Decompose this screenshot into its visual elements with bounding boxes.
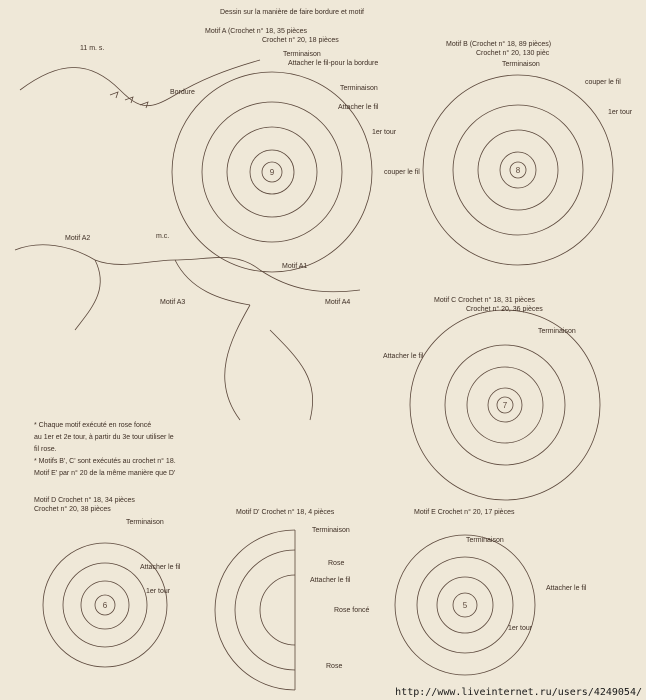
label-attacher-fil-e: Attacher le fil	[546, 585, 587, 592]
note-5: Motif E' par n° 20 de la même manière que D'	[34, 470, 176, 477]
label-terminaison-e: Terminaison	[466, 537, 504, 544]
label-attacher-bordure: Attacher le fil-pour la bordure	[288, 60, 379, 67]
label-mc: m.c.	[156, 233, 170, 240]
label-terminaison-a2: Terminaison	[340, 85, 378, 92]
label-ms: 11 m. s.	[80, 45, 105, 52]
label-attacher-fil-dprime: Attacher le fil	[310, 577, 351, 584]
label-premier-tour-d: 1er tour	[146, 588, 171, 595]
label-terminaison-a: Terminaison	[283, 51, 321, 58]
label-motif-a: Motif A (Crochet n° 18, 35 pièces	[205, 28, 308, 35]
label-rose-fonce: Rose foncé	[334, 607, 370, 614]
label-motif-a1: Motif A1	[282, 263, 308, 270]
label-motif-c: Motif C Crochet n° 18, 31 pièces	[434, 297, 535, 304]
label-rose-2: Rose	[326, 663, 343, 670]
svg-text:7: 7	[502, 401, 508, 410]
motif-dprime-diagram	[215, 530, 295, 690]
label-couper-fil-a: couper le fil	[384, 169, 420, 176]
label-terminaison-c: Terminaison	[538, 328, 576, 335]
note-1: * Chaque motif exécuté en rose foncé	[34, 422, 152, 429]
label-premier-tour-a: 1er tour	[372, 129, 397, 136]
label-motif-a4: Motif A4	[325, 299, 351, 306]
label-motif-b: Motif B (Crochet n° 18, 89 pièces)	[446, 41, 552, 48]
label-motif-d-2: Crochet n° 20, 38 pièces	[34, 506, 111, 513]
note-4: * Motifs B', C' sont exécutés au crochet n° 18.	[34, 458, 176, 465]
label-terminaison-dprime: Terminaison	[312, 527, 350, 534]
label-premier-tour-e: 1er tour	[508, 625, 533, 632]
label-attacher-fil-a: Attacher le fil	[338, 104, 379, 111]
svg-text:8: 8	[515, 166, 521, 175]
svg-text:5: 5	[462, 601, 468, 610]
page-title: Dessin sur la manière de faire bordure et motif	[220, 9, 364, 16]
note-2: au 1er et 2e tour, à partir du 3e tour utiliser le	[34, 434, 174, 441]
svg-text:9: 9	[269, 168, 275, 177]
label-motif-a-2: Crochet n° 20, 18 pièces	[262, 37, 339, 44]
label-motif-d: Motif D Crochet n° 18, 34 pièces	[34, 497, 135, 504]
label-motif-a2-assembly: Motif A2	[65, 235, 91, 242]
label-terminaison-b: Terminaison	[502, 61, 540, 68]
label-premier-tour-b: 1er tour	[608, 109, 633, 116]
label-motif-a3: Motif A3	[160, 299, 186, 306]
label-attacher-fil-c: Attacher le fil	[383, 353, 424, 360]
source-url: http://www.liveinternet.ru/users/4249054/	[395, 687, 642, 698]
label-motif-c-2: Crochet n° 20, 36 pièces	[466, 306, 543, 313]
label-motif-b-2: Crochet n° 20, 130 pièc	[476, 50, 550, 57]
label-terminaison-d: Terminaison	[126, 519, 164, 526]
svg-text:6: 6	[102, 601, 108, 610]
label-couper-fil-b: couper le fil	[585, 79, 621, 86]
label-attacher-fil-d: Attacher le fil	[140, 564, 181, 571]
note-3: fil rose.	[34, 446, 57, 453]
label-motif-dprime: Motif D' Crochet n° 18, 4 pièces	[236, 509, 335, 516]
label-rose-1: Rose	[328, 560, 345, 567]
label-bordure: Bordure	[170, 89, 195, 96]
label-motif-e: Motif E Crochet n° 20, 17 pièces	[414, 509, 515, 516]
